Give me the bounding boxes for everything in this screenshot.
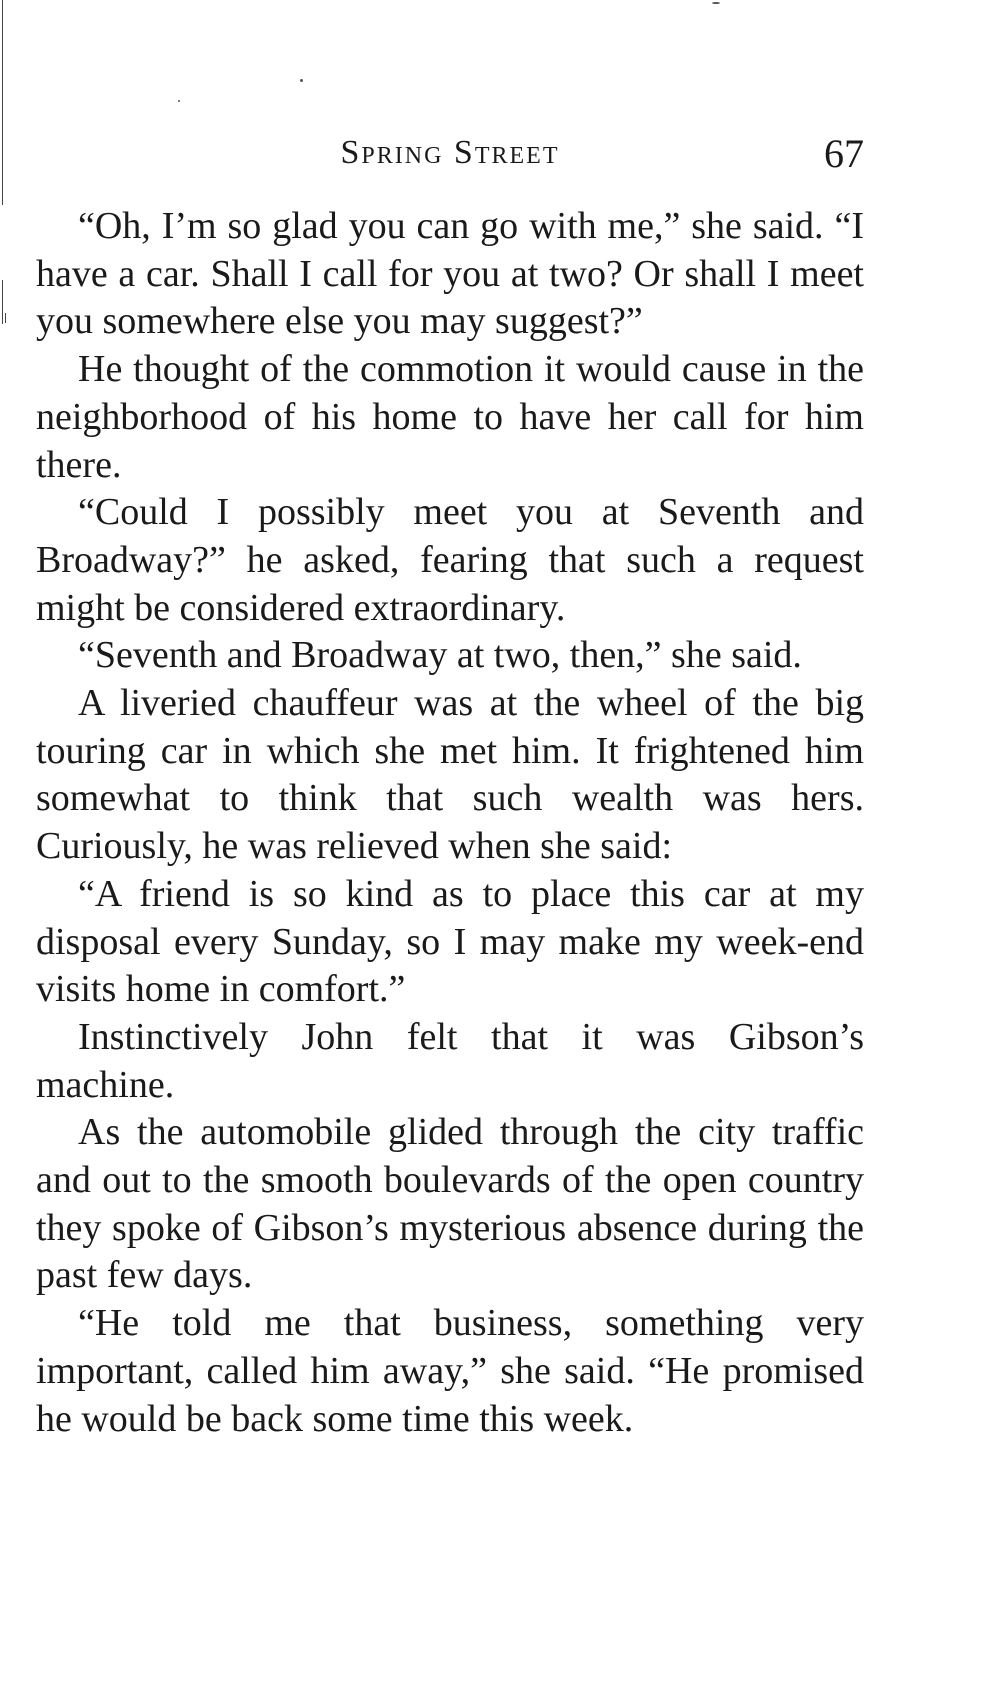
ink-speck [300, 79, 303, 82]
paragraph: A liveried chauffeur was at the wheel of the big touring car in which she met him. It frightened him somewhat to think that such wealth was hers. Curiously, he was relieved when she said: [36, 682, 864, 868]
body-text [36, 203, 864, 1443]
paragraph: Instinctively John felt that it was Gibson’s machine. [36, 1015, 864, 1106]
running-head: Spring Street [340, 134, 560, 171]
ink-speck [178, 100, 180, 102]
paragraph: As the automobile glided through the city traffic and out to the smooth boulevards of the open country they spoke of Gibson’s mysterious absence during the past few days. [36, 1111, 864, 1297]
paragraph: “A friend is so kind as to place this car at my disposal every Sunday, so I may make my week-end visits home in comfort.” [36, 872, 864, 1011]
paragraph: “Could I possibly meet you at Seventh and Broadway?” he asked, fearing that such a request might be considered extraordinary. [36, 491, 864, 629]
paragraph: “He told me that business, something very important, called him away,” she said. “He promised he would be back some time this week. [36, 1302, 864, 1440]
page-edge-line [2, 0, 3, 205]
paragraph: “Seventh and Broadway at two, then,” she said. [78, 634, 802, 677]
page-edge-mark [5, 313, 6, 323]
ink-speck [712, 2, 720, 4]
page-edge-mark [2, 280, 3, 324]
paragraph: “Oh, I’m so glad you can go with me,” she said. “I have a car. Shall I call for you at two? Or shall I meet you somewhere else you may suggest?” [36, 205, 864, 343]
page-number: 67 [824, 131, 864, 176]
page-header [36, 131, 864, 184]
paragraph: He thought of the commotion it would cause in the neighborhood of his home to have her call for him there. [36, 348, 864, 486]
